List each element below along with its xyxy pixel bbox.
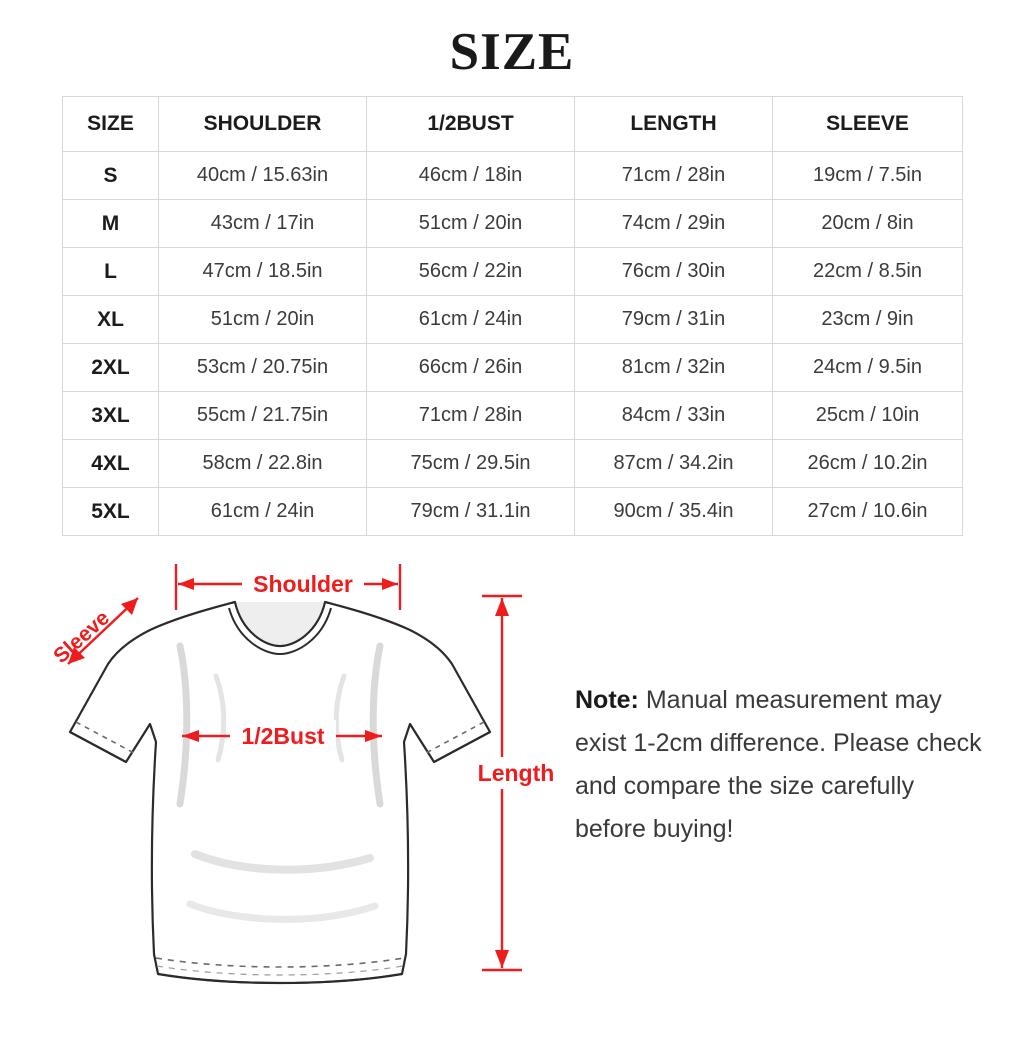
cell-bust: 56cm / 22in [367,248,575,296]
cell-bust: 79cm / 31.1in [367,488,575,536]
cell-length: 84cm / 33in [575,392,773,440]
table-header-row [63,97,963,152]
cell-sleeve: 24cm / 9.5in [773,344,963,392]
note-label: Note: [575,686,639,714]
cell-length: 81cm / 32in [575,344,773,392]
cell-bust: 75cm / 29.5in [367,440,575,488]
table-row [63,440,963,488]
table-row [63,200,963,248]
cell-size: M [63,200,159,248]
cell-sleeve: 27cm / 10.6in [773,488,963,536]
page-title: SIZE [449,23,575,81]
cell-shoulder: 58cm / 22.8in [159,440,367,488]
shoulder-arrowhead-left [178,578,194,590]
cell-shoulder: 43cm / 17in [159,200,367,248]
cell-size: 2XL [63,344,159,392]
column-header-shoulder: SHOULDER [159,97,367,152]
cell-size: 5XL [63,488,159,536]
column-header-size: SIZE [63,97,159,152]
tshirt-illustration [70,602,490,983]
cell-shoulder: 40cm / 15.63in [159,152,367,200]
column-header-length: LENGTH [575,97,773,152]
cell-size: S [63,152,159,200]
label-shoulder: Shoulder [253,571,353,597]
cell-shoulder: 53cm / 20.75in [159,344,367,392]
table-row [63,152,963,200]
cell-bust: 46cm / 18in [367,152,575,200]
cell-size: L [63,248,159,296]
cell-bust: 66cm / 26in [367,344,575,392]
cell-shoulder: 51cm / 20in [159,296,367,344]
cell-bust: 71cm / 28in [367,392,575,440]
size-table-container [62,96,962,536]
cell-shoulder: 55cm / 21.75in [159,392,367,440]
cell-sleeve: 25cm / 10in [773,392,963,440]
measurement-diagram-section [0,554,1024,1024]
table-row [63,248,963,296]
cell-sleeve: 20cm / 8in [773,200,963,248]
label-sleeve: Sleeve [49,606,115,668]
cell-sleeve: 26cm / 10.2in [773,440,963,488]
cell-length: 74cm / 29in [575,200,773,248]
cell-length: 79cm / 31in [575,296,773,344]
table-row [63,344,963,392]
cell-bust: 51cm / 20in [367,200,575,248]
note-block [575,679,990,851]
cell-size: XL [63,296,159,344]
column-header-sleeve: SLEEVE [773,97,963,152]
cell-length: 71cm / 28in [575,152,773,200]
cell-length: 90cm / 35.4in [575,488,773,536]
table-row [63,392,963,440]
tshirt-diagram [30,554,570,1014]
cell-sleeve: 23cm / 9in [773,296,963,344]
size-table [62,96,963,536]
label-length: Length [477,760,555,786]
cell-length: 76cm / 30in [575,248,773,296]
cell-shoulder: 47cm / 18.5in [159,248,367,296]
column-header-bust: 1/2BUST [367,97,575,152]
cell-size: 3XL [63,392,159,440]
table-row [63,488,963,536]
cell-sleeve: 19cm / 7.5in [773,152,963,200]
cell-shoulder: 61cm / 24in [159,488,367,536]
label-bust: 1/2Bust [241,723,325,749]
cell-bust: 61cm / 24in [367,296,575,344]
table-row [63,296,963,344]
length-arrowhead-bottom [495,950,509,968]
note-text: Manual measurement may exist 1-2cm difference. Please check and compare the size carefully before buying! [575,686,982,843]
cell-size: 4XL [63,440,159,488]
length-arrowhead-top [495,598,509,616]
cell-length: 87cm / 34.2in [575,440,773,488]
cell-sleeve: 22cm / 8.5in [773,248,963,296]
shoulder-arrowhead-right [382,578,398,590]
